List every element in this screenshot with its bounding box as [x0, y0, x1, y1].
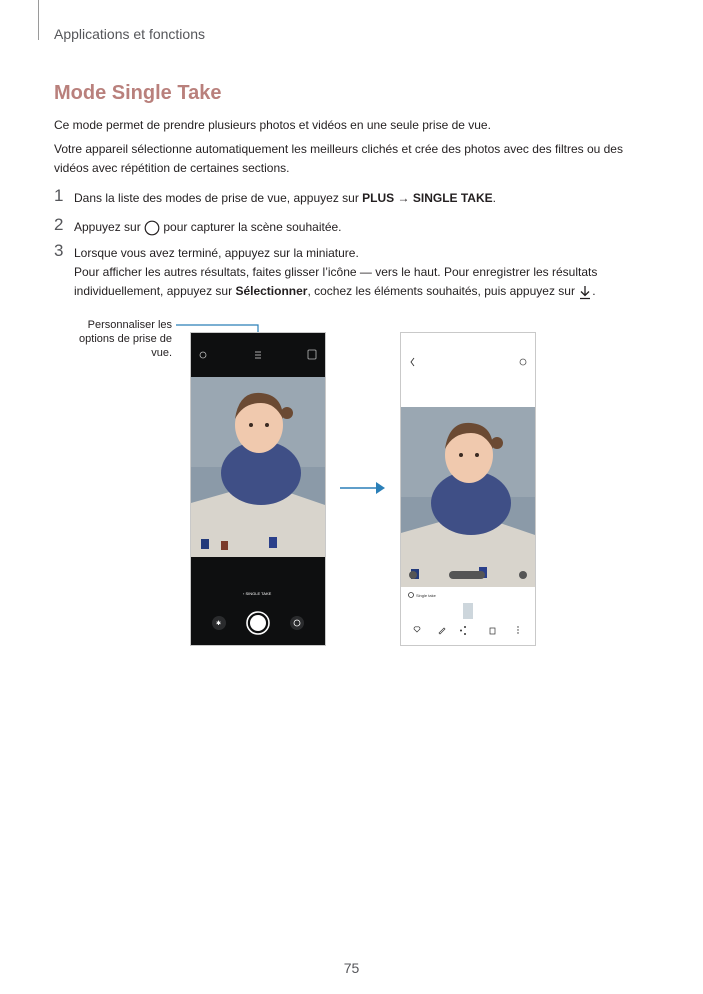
callout-label: Personnaliser les options de prise de vue.	[79, 319, 172, 359]
more-icon	[517, 632, 518, 633]
mode-plus: PLUS	[362, 191, 395, 205]
step-text: Dans la liste des modes de prise de vue, appuyez sur PLUS → SINGLE TAKE.	[74, 191, 496, 205]
results-preview	[401, 333, 535, 645]
chapter-header: Applications et fonctions	[54, 26, 205, 42]
page-number: 75	[343, 960, 360, 976]
select-label: Sélectionner	[235, 284, 308, 298]
thumbnail	[463, 603, 473, 619]
shutter-circle-icon	[144, 220, 160, 236]
single-take-chip: Single take	[416, 593, 436, 598]
download-arrow-icon	[578, 284, 592, 300]
play-chip	[449, 571, 485, 579]
step-text: Lorsque vous avez terminé, appuyez sur la miniature. Pour afficher les autres résultats, faites glisser l’icône — vers le haut. Pour enregistrer les résultats individuellement, appuyez sur Sélectionner, cochez les éléments souhaités, puis appuyez sur .	[74, 246, 598, 298]
drag-handle-glyph: —	[359, 265, 372, 279]
mode-single-take: SINGLE TAKE	[412, 191, 493, 205]
intro-paragraph: Ce mode permet de prendre plusieurs photos et vidéos en une seule prise de vue.	[54, 118, 491, 132]
step-number: 1	[54, 186, 64, 205]
margin-rule	[38, 0, 39, 40]
section-title: Mode Single Take	[54, 82, 222, 104]
step-text: Appuyez sur pour capturer la scène souhaitée.	[74, 220, 342, 234]
camera-screen	[190, 332, 326, 646]
share-icon	[460, 630, 462, 632]
description-paragraph: Votre appareil sélectionne automatiquement les meilleurs clichés et crée des photos avec des filtres ou des vidéos avec répétition de certaines sections.	[54, 142, 623, 175]
camera-preview	[191, 333, 325, 645]
switch-camera-button	[290, 616, 304, 630]
svg-text:✱: ✱	[216, 620, 222, 627]
step-number: 3	[54, 241, 64, 260]
flow-arrow	[338, 480, 388, 496]
mode-label: ‹ SINGLE TAKE	[243, 591, 272, 596]
results-screen	[400, 332, 536, 646]
step-number: 2	[54, 215, 64, 234]
